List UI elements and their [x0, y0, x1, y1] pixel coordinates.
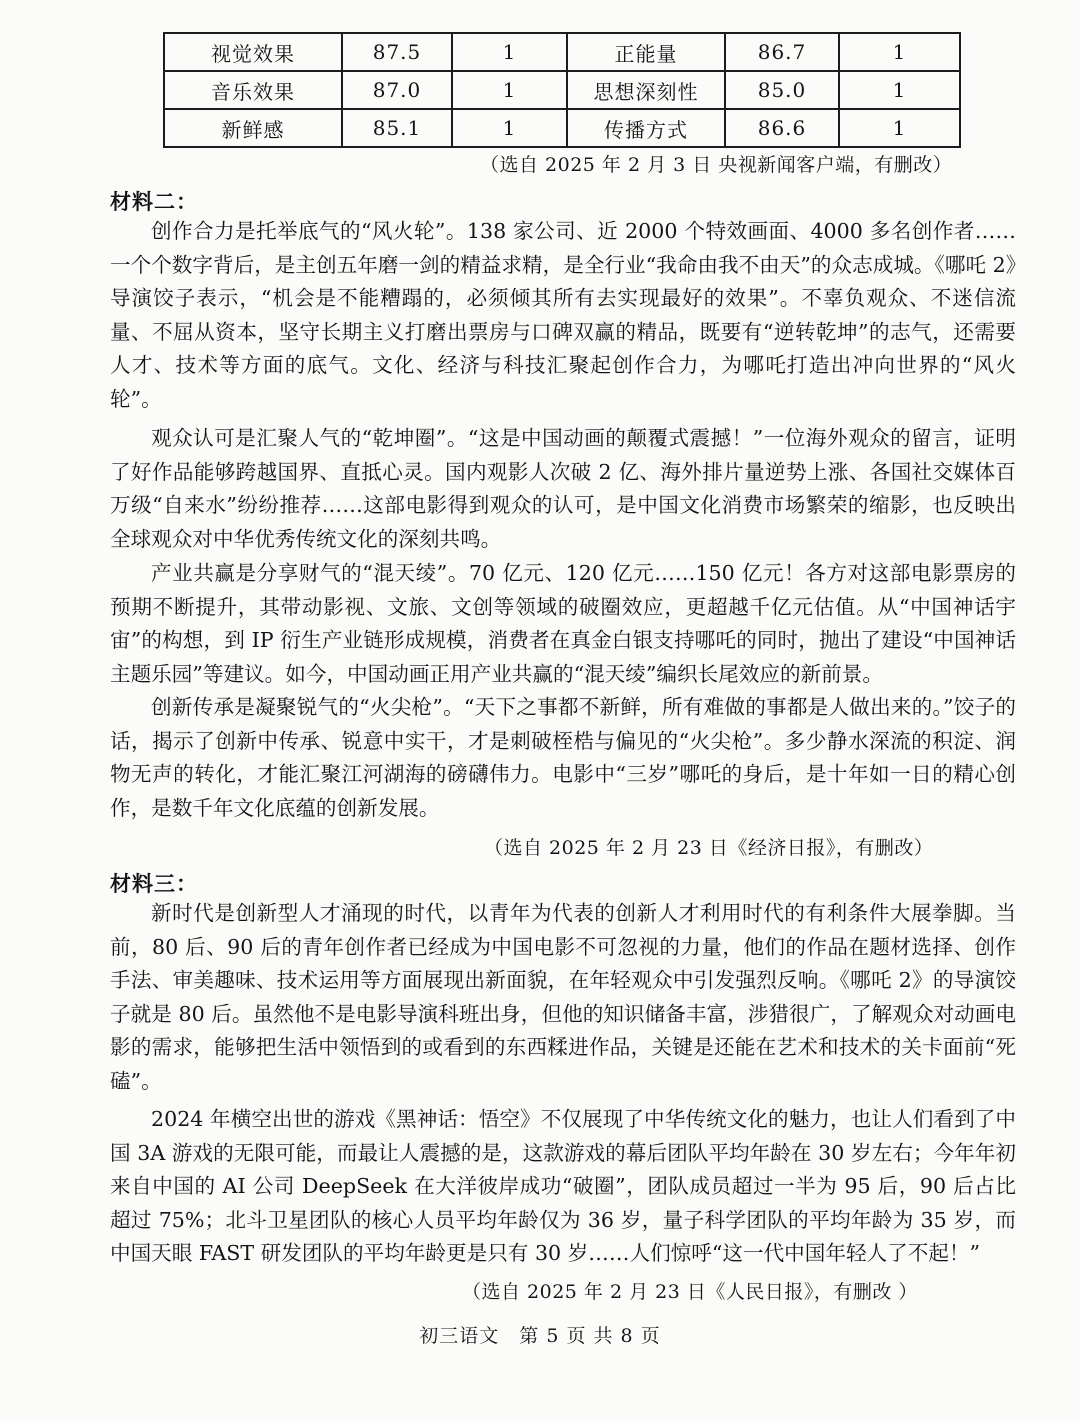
material2-paragraph: 创作合力是托举底气的“风火轮”。138 家公司、近 2000 个特效画面、4000 多名创作者……一个个数字背后，是主创五年磨一剑的精益求精，是全行业“我命由我不由天”的众志成城。《哪吒 2》导演饺子表示，“机会是不能糟蹋的，必须倾其所有去实现最好的效果”。不辜负观众、不迷信流量、不屈从资本，坚守长期主义打磨出票房与口碑双赢的精品，既要有“逆转乾坤”的志气，还需要人才、技术等方面的底气。文化、经济与科技汇聚起创作合力，为哪吒打造出冲向世界的“风火轮”。	[110, 219, 1016, 411]
table-cell: 1	[452, 109, 567, 147]
material3-source: （选自 2025 年 2 月 23 日《人民日报》，有删改 ）	[462, 1281, 918, 1303]
table-cell: 音乐效果	[164, 71, 342, 109]
table-row	[164, 109, 960, 147]
table-row	[164, 33, 960, 71]
table-cell: 新鲜感	[164, 109, 342, 147]
table-cell: 87.0	[342, 71, 452, 109]
material3-paragraph: 新时代是创新型人才涌现的时代，以青年为代表的创新人才利用时代的有利条件大展拳脚。当前，80 后、90 后的青年创作者已经成为中国电影不可忽视的力量，他们的作品在题材选择、创作手法、审美趣味、技术运用等方面展现出新面貌，在年轻观众中引发强烈反响。《哪吒 2》的导演饺子就是 80 后。虽然他不是电影导演科班出身，但他的知识储备丰富，涉猎很广，了解观众对动画电影的需求，能够把生活中领悟到的或看到的东西糅进作品，关键是还能在艺术和技术的关卡面前“死磕”。	[110, 901, 1016, 1093]
table-cell: 思想深刻性	[567, 71, 725, 109]
material2-heading: 材料二：	[110, 189, 198, 214]
material2-source: （选自 2025 年 2 月 23 日《经济日报》，有删改）	[484, 837, 934, 859]
material1-source: （选自 2025 年 2 月 3 日 央视新闻客户端，有删改）	[480, 154, 953, 176]
table-cell: 视觉效果	[164, 33, 342, 71]
table-cell: 1	[839, 71, 960, 109]
table-cell: 传播方式	[567, 109, 725, 147]
ratings-table	[163, 32, 961, 148]
table-cell: 1	[839, 33, 960, 71]
table-cell: 86.6	[725, 109, 839, 147]
table-row	[164, 71, 960, 109]
page-footer: 初三语文 第 5 页 共 8 页	[419, 1325, 661, 1347]
table-cell: 85.0	[725, 71, 839, 109]
material2-paragraph: 观众认可是汇聚人气的“乾坤圈”。“这是中国动画的颠覆式震撼！”一位海外观众的留言，证明了好作品能够跨越国界、直抵心灵。国内观影人次破 2 亿、海外排片量逆势上涨、各国社交媒体百万级“自来水”纷纷推荐……这部电影得到观众的认可，是中国文化消费市场繁荣的缩影，也反映出全球观众对中华优秀传统文化的深刻共鸣。	[110, 426, 1016, 551]
table-cell: 86.7	[725, 33, 839, 71]
table-cell: 85.1	[342, 109, 452, 147]
table-cell: 87.5	[342, 33, 452, 71]
table-cell: 正能量	[567, 33, 725, 71]
table-cell: 1	[452, 33, 567, 71]
material3-heading: 材料三：	[110, 871, 198, 896]
material2-paragraph: 创新传承是凝聚锐气的“火尖枪”。“天下之事都不新鲜，所有难做的事都是人做出来的。”饺子的话，揭示了创新中传承、锐意中实干，才是刺破桎梏与偏见的“火尖枪”。多少静水深流的积淀、润物无声的转化，才能汇聚江河湖海的磅礴伟力。电影中“三岁”哪吒的身后，是十年如一日的精心创作，是数千年文化底蕴的创新发展。	[110, 695, 1016, 820]
table-cell: 1	[452, 71, 567, 109]
table-cell: 1	[839, 109, 960, 147]
material3-paragraph: 2024 年横空出世的游戏《黑神话：悟空》不仅展现了中华传统文化的魅力，也让人们看到了中国 3A 游戏的无限可能，而最让人震撼的是，这款游戏的幕后团队平均年龄在 30 岁左右；今年年初来自中国的 AI 公司 DeepSeek 在大洋彼岸成功“破圈”，团队成员超过一半为 95 后，90 后占比超过 75%；北斗卫星团队的核心人员平均年龄仅为 36 岁，量子科学团队的平均年龄为 35 岁，而中国天眼 FAST 研发团队的平均年龄更是只有 30 岁……人们惊呼“这一代中国年轻人了不起！”	[110, 1107, 1016, 1266]
material2-paragraph: 产业共赢是分享财气的“混天绫”。70 亿元、120 亿元……150 亿元！各方对这部电影票房的预期不断提升，其带动影视、文旅、文创等领域的破圈效应，更超越千亿元估值。从“中国神话宇宙”的构想，到 IP 衍生产业链形成规模，消费者在真金白银支持哪吒的同时，抛出了建设“中国神话主题乐园”等建议。如今，中国动画正用产业共赢的“混天绫”编织长尾效应的新前景。	[110, 561, 1016, 686]
